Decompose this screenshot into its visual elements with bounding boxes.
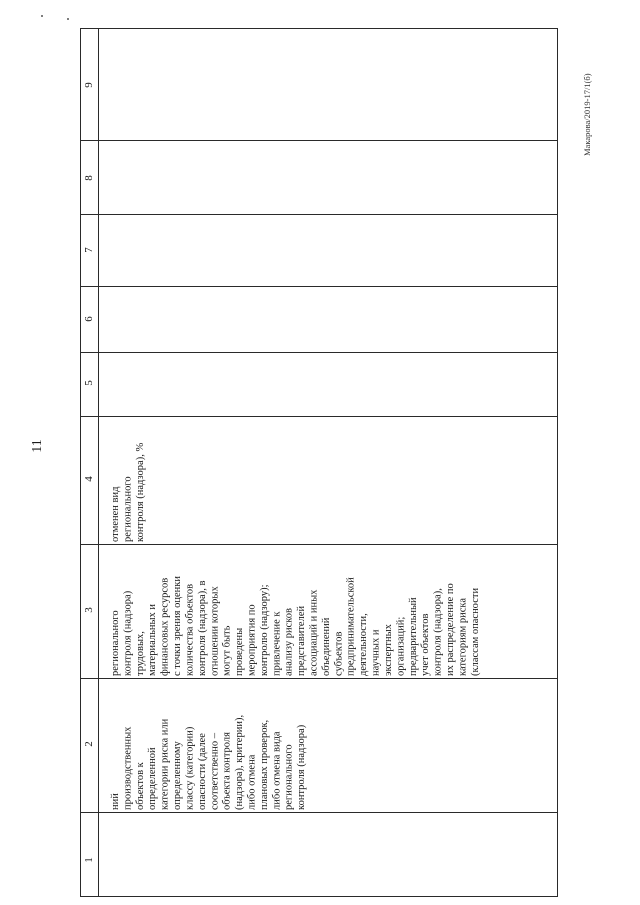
cell-col4: отменен вид регионального контроля (надзора), % (110, 442, 146, 542)
column-divider (80, 678, 558, 679)
page-number: 11 (30, 439, 45, 453)
column-header-7: 7 (83, 247, 95, 253)
column-divider (80, 286, 558, 287)
header-divider (98, 28, 99, 897)
table-border-left (80, 28, 81, 897)
document-code: Макарова/2019-17/1(б) (582, 73, 592, 157)
table-border-right (557, 28, 558, 897)
cell-col2: ний производственных объектов к определенной категории риска или определенному классу (категории) опасности (далее соответственно – объекта контроля (надзора), критерии), либо отмена плановых проверок, либо отмена вида регионального контроля (надзора) (110, 714, 308, 810)
column-divider (80, 812, 558, 813)
column-header-9: 9 (83, 82, 95, 88)
column-divider (80, 140, 558, 141)
column-header-4: 4 (83, 476, 95, 482)
table-border-bottom (80, 896, 558, 897)
column-header-3: 3 (83, 607, 95, 613)
column-header-1: 1 (83, 857, 95, 863)
column-header-8: 8 (83, 175, 95, 181)
column-divider (80, 214, 558, 215)
cell-col3: регионального контроля (надзора) трудовых, материальных и финансовых ресурсов с точки зрения оценки количества объектов контроля (надзора), в отношении которых могут быть проведены мероприятия по контролю (надзору); привлечение к анализу рисков представителей ассоциаций и иных объединений субъектов предпринимательской деятельности, научных и экспертных организаций; предварительный учет объектов контроля (надзора), их распределение по категориям риска (классам опасности (110, 576, 481, 676)
scan-speck (41, 15, 43, 17)
column-divider (80, 352, 558, 353)
column-header-5: 5 (83, 380, 95, 386)
column-header-6: 6 (83, 316, 95, 322)
column-divider (80, 416, 558, 417)
column-header-2: 2 (83, 741, 95, 747)
column-divider (80, 544, 558, 545)
table-border-top (80, 28, 558, 29)
scan-speck (67, 18, 69, 20)
